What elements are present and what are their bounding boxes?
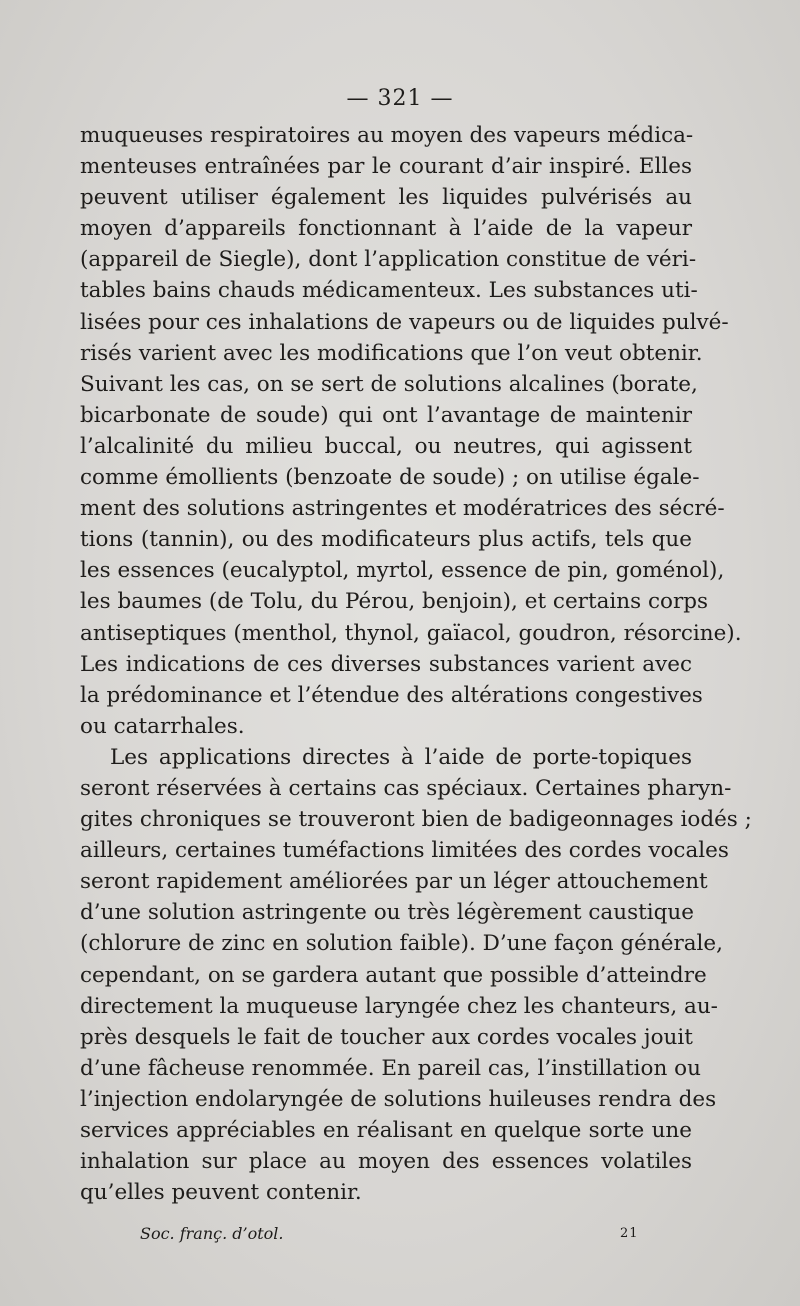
text-line: d’une solution astringente ou très légèrement caustique [80,900,694,926]
paragraph-1 [80,120,742,742]
text-line: les essences (eucalyptol, myrtol, essence de pin, goménol), [80,558,725,584]
text-line: ment des solutions astringentes et modératrices des sécré- [80,496,725,522]
text-line: l’alcalinité du milieu buccal, ou neutres, qui agissent [80,433,692,459]
text-line: services appréciables en réalisant en quelque sorte une [80,1118,692,1143]
text-line: seront rapidement améliorées par un léger attouchement [80,869,708,895]
text-line: Les indications de ces diverses substances varient avec [80,651,692,677]
text-line: moyen d’appareils fonctionnant à l’aide de la vapeur [80,216,692,242]
text-line: qu’elles peuvent contenir. [80,1180,362,1206]
body-text [80,120,752,1208]
text-line: inhalation sur place au moyen des essences volatiles [80,1149,692,1175]
text-line: la prédominance et l’étendue des altérations congestives [80,682,703,708]
text-line: seront réservées à certains cas spéciaux. Certaines pharyn- [80,775,732,801]
text-line: lisées pour ces inhalations de vapeurs ou de liquides pulvé- [80,309,729,335]
text-line: menteuses entraînées par le courant d’air inspiré. Elles [80,154,692,180]
text-line: Suivant les cas, on se sert de solutions alcalines (borate, [80,371,698,397]
page-number: — 321 — [346,86,454,111]
text-line: muqueuses respiratoires au moyen des vapeurs médica- [80,123,694,148]
text-line: peuvent utiliser également les liquides pulvérisés au [80,185,692,211]
text-line: risés varient avec les modifications que l’on veut obtenir. [80,340,703,366]
text-line: ailleurs, certaines tuméfactions limitées des cordes vocales [80,838,729,864]
text-line: Les applications directes à l’aide de porte-topiques [110,744,692,770]
signature-mark: Soc. franç. d’otol. [140,1224,284,1243]
text-line: (appareil de Siegle), dont l’application constitue de véri- [80,247,697,273]
text-line: gites chroniques se trouveront bien de badigeonnages iodés ; [80,807,752,833]
text-line: cependant, on se gardera autant que possible d’atteindre [80,962,707,988]
text-line: comme émollients (benzoate de soude) ; on utilise égale- [80,465,700,491]
text-line: antiseptiques (menthol, thynol, gaïacol, goudron, résorcine). [80,620,742,646]
text-line: (chlorure de zinc en solution faible). D’une façon générale, [80,931,723,957]
text-line: les baumes (de Tolu, du Pérou, benjoin), et certains corps [80,589,709,615]
text-line: l’injection endolaryngée de solutions huileuses rendra des [80,1086,717,1112]
text-line: d’une fâcheuse renommée. En pareil cas, l’instillation ou [80,1055,701,1081]
paragraph-2 [80,742,752,1208]
text-line: directement la muqueuse laryngée chez les chanteurs, au- [80,993,718,1019]
text-line: tions (tannin), ou des modificateurs plus actifs, tels que [80,527,692,553]
text-line: ou catarrhales. [80,713,245,739]
sheet-number: 21 [620,1226,639,1241]
text-line: bicarbonate de soude) qui ont l’avantage de maintenir [80,402,692,428]
text-line: près desquels le fait de toucher aux cordes vocales jouit [80,1024,693,1050]
text-line: tables bains chauds médicamenteux. Les substances uti- [80,278,698,304]
